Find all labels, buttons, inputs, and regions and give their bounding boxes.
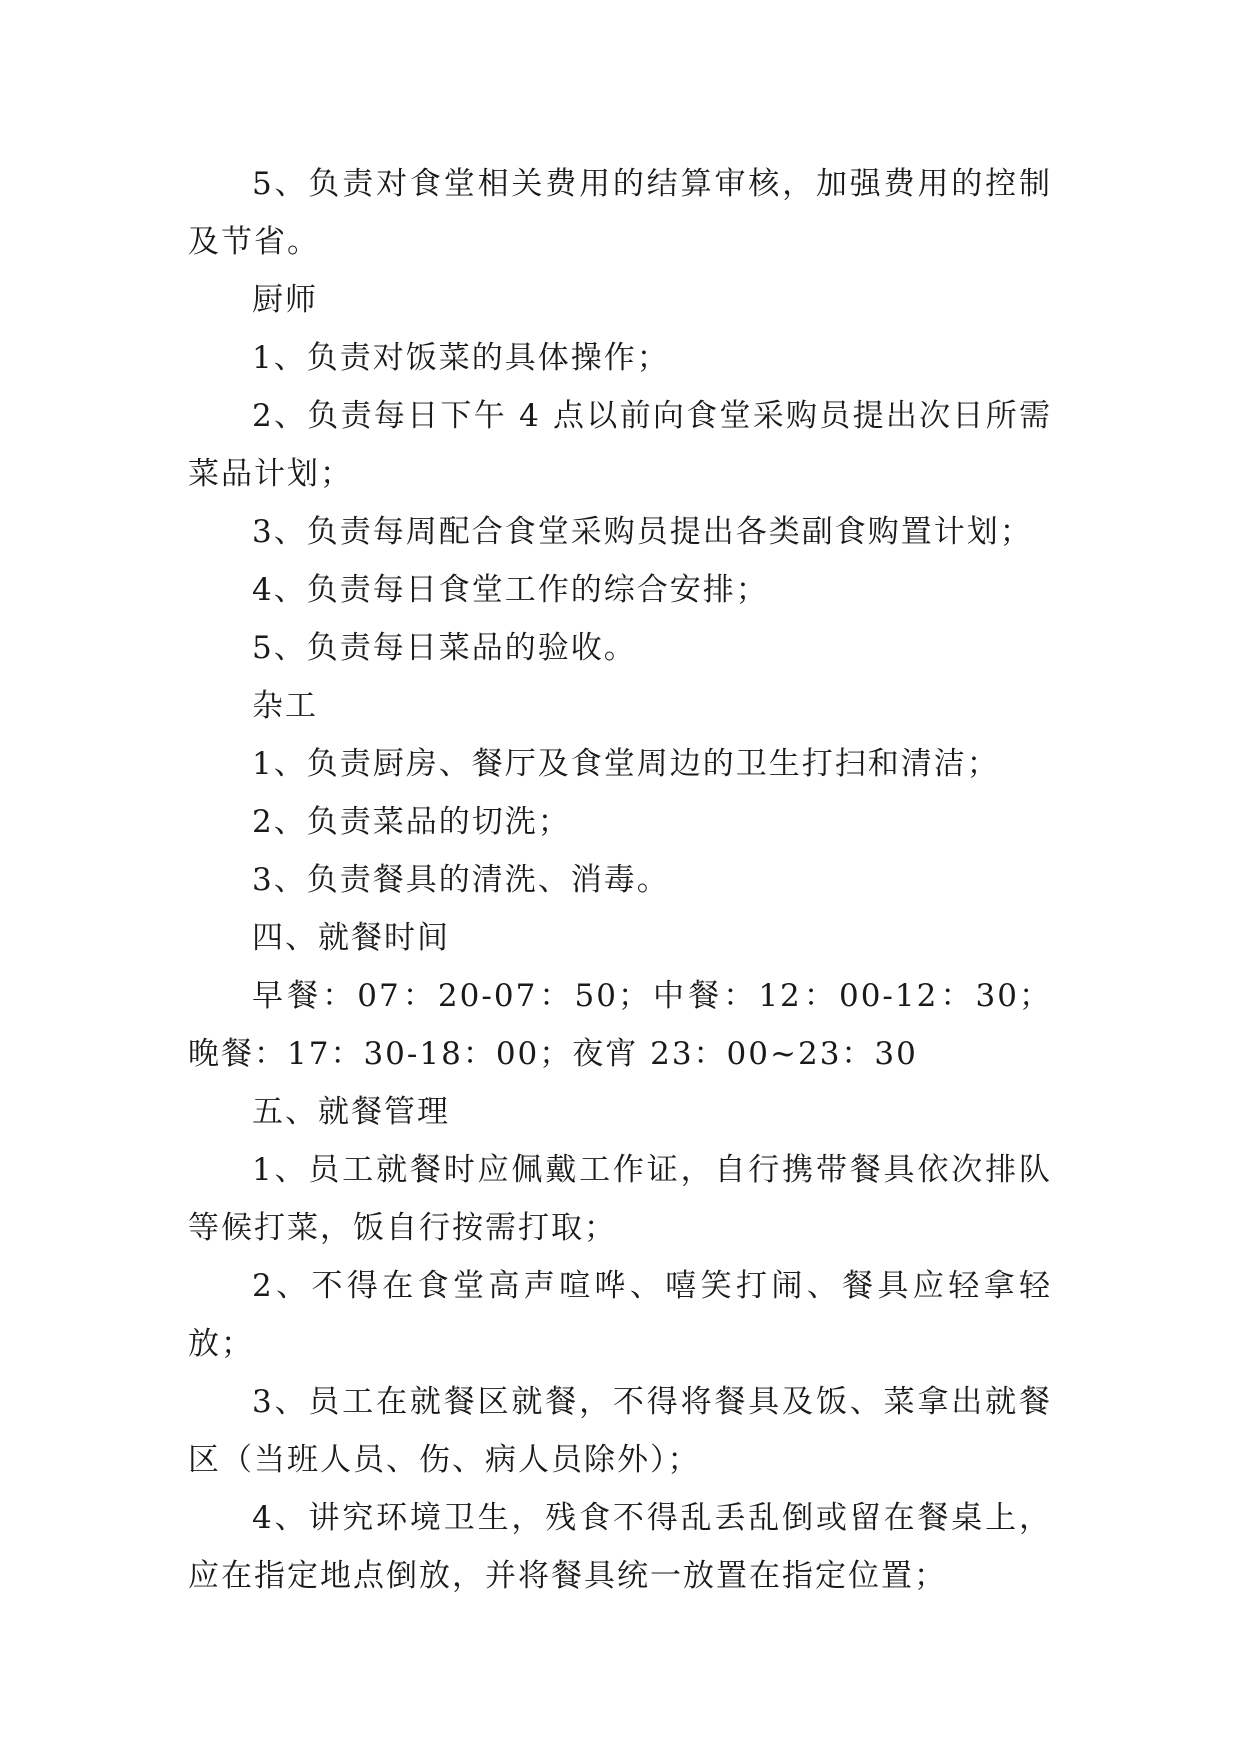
paragraph-cost-audit: 5、负责对食堂相关费用的结算审核，加强费用的控制及节省。 <box>188 166 1052 260</box>
section-heading-chef: 厨师 <box>252 282 318 318</box>
paragraph-helper-duty-3: 3、负责餐具的清洗、消毒。 <box>252 862 670 898</box>
paragraph-chef-duty-1: 1、负责对饭菜的具体操作； <box>252 340 670 376</box>
paragraph-meal-schedule: 早餐：07：20-07：50；中餐：12：00-12：30；晚餐：17：30-18：00；夜宵 23：00~23：30 <box>188 978 1052 1072</box>
section-heading-meal-management: 五、就餐管理 <box>252 1094 450 1130</box>
document-page <box>188 155 1052 1605</box>
paragraph-rule-2: 2、不得在食堂高声喧哗、嘻笑打闹、餐具应轻拿轻放； <box>188 1268 1052 1362</box>
paragraph-rule-4: 4、讲究环境卫生，残食不得乱丢乱倒或留在餐桌上，应在指定地点倒放，并将餐具统一放置在指定位置； <box>188 1500 1052 1594</box>
paragraph-chef-duty-3: 3、负责每周配合食堂采购员提出各类副食购置计划； <box>252 514 1033 550</box>
paragraph-chef-duty-4: 4、负责每日食堂工作的综合安排； <box>252 572 769 608</box>
section-heading-helper: 杂工 <box>252 688 318 724</box>
paragraph-rule-3: 3、员工在就餐区就餐，不得将餐具及饭、菜拿出就餐区（当班人员、伤、病人员除外）； <box>188 1384 1052 1478</box>
paragraph-helper-duty-1: 1、负责厨房、餐厅及食堂周边的卫生打扫和清洁； <box>252 746 1000 782</box>
section-heading-meal-time: 四、就餐时间 <box>252 920 450 956</box>
paragraph-helper-duty-2: 2、负责菜品的切洗； <box>252 804 571 840</box>
paragraph-chef-duty-5: 5、负责每日菜品的验收。 <box>252 630 637 666</box>
paragraph-chef-duty-2: 2、负责每日下午 4 点以前向食堂采购员提出次日所需菜品计划； <box>188 398 1052 492</box>
paragraph-rule-1: 1、员工就餐时应佩戴工作证，自行携带餐具依次排队等候打菜，饭自行按需打取； <box>188 1152 1052 1246</box>
